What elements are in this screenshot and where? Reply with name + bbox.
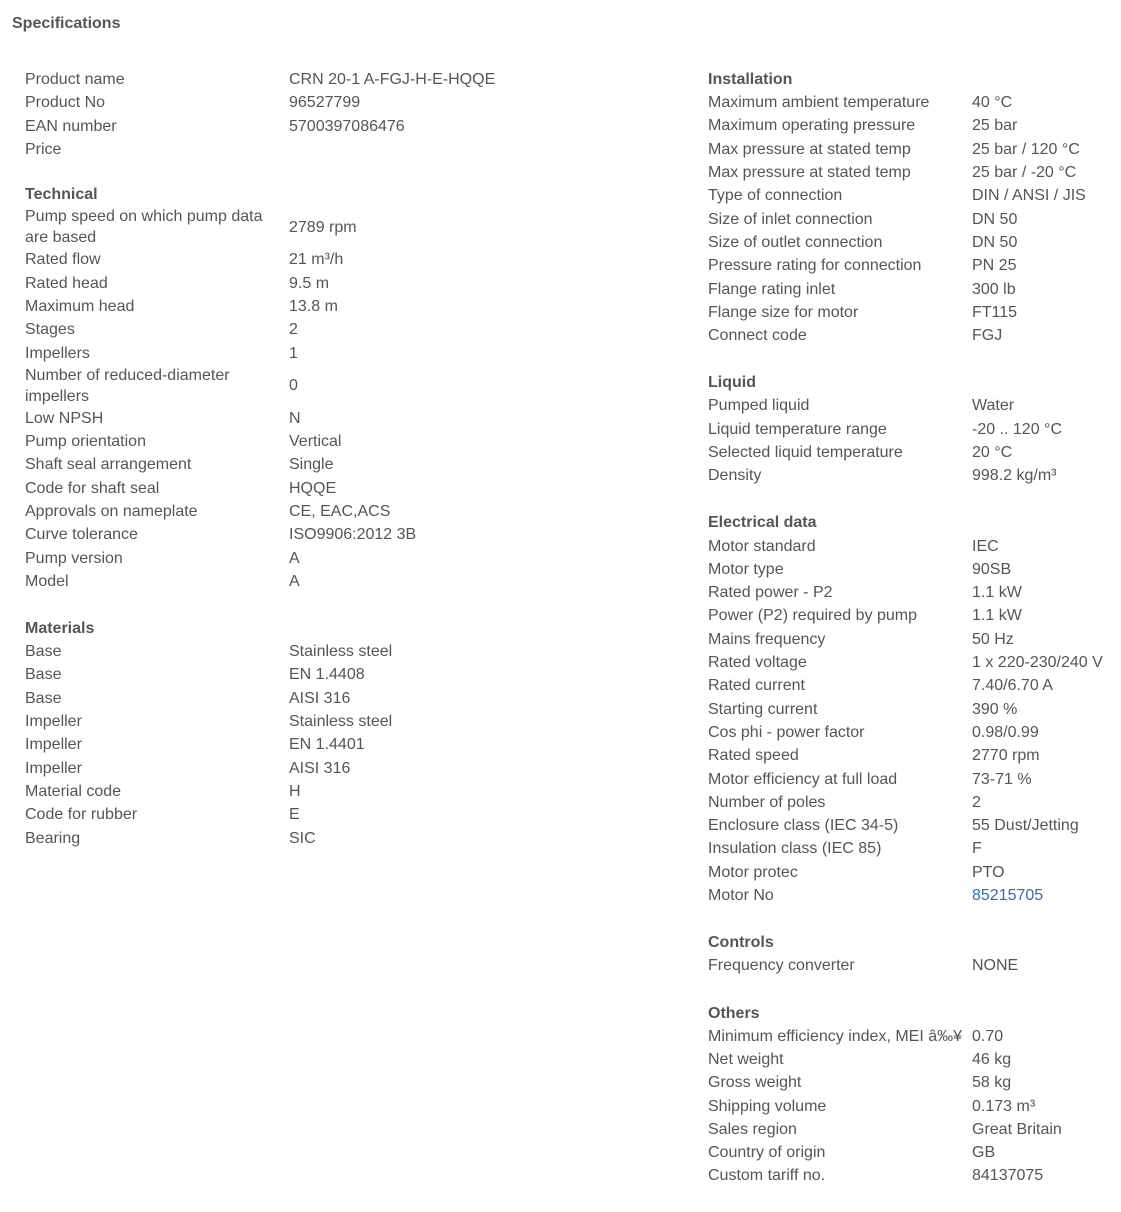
spec-value: E bbox=[289, 806, 300, 824]
spec-row bbox=[708, 674, 1118, 697]
spec-value: 0.173 m³ bbox=[972, 1097, 1036, 1115]
spec-label: Curve tolerance bbox=[25, 526, 138, 544]
spec-label: Motor protec bbox=[708, 863, 798, 881]
spec-row bbox=[25, 710, 585, 733]
spec-label: Shipping volume bbox=[708, 1097, 827, 1115]
page-title: Specifications bbox=[12, 15, 121, 32]
spec-value: 300 lb bbox=[972, 280, 1016, 298]
spec-value bbox=[972, 885, 1118, 906]
spec-value: DN 50 bbox=[972, 233, 1018, 251]
spec-row bbox=[25, 523, 585, 546]
spec-value: DIN / ANSI / JIS bbox=[972, 187, 1086, 205]
spec-value: EN 1.4408 bbox=[289, 666, 365, 684]
spec-row bbox=[25, 318, 585, 341]
spec-label: Rated flow bbox=[25, 251, 101, 269]
spec-row bbox=[708, 254, 1118, 277]
spec-value: 1.1 kW bbox=[972, 607, 1022, 625]
spec-label: Base bbox=[25, 643, 62, 661]
spec-value: PN 25 bbox=[972, 257, 1017, 275]
spec-row bbox=[708, 1141, 1118, 1164]
spec-row bbox=[708, 1048, 1118, 1071]
spec-label: Pump orientation bbox=[25, 433, 146, 451]
spec-label: Motor No bbox=[708, 887, 774, 905]
spec-label: Insulation class (IEC 85) bbox=[708, 840, 882, 858]
spec-label: Rated speed bbox=[708, 747, 799, 765]
spec-row bbox=[25, 430, 585, 453]
spec-label: Pumped liquid bbox=[708, 397, 810, 415]
spec-value: 998.2 kg/m³ bbox=[972, 467, 1057, 485]
spec-value: 40 °C bbox=[972, 94, 1013, 112]
spec-value: HQQE bbox=[289, 479, 337, 497]
spec-value: 84137075 bbox=[972, 1167, 1044, 1185]
spec-row bbox=[708, 791, 1118, 814]
spec-value: SIC bbox=[289, 829, 316, 847]
spec-row bbox=[25, 546, 585, 569]
spec-value: FGJ bbox=[972, 327, 1003, 345]
spec-value: 1.1 kW bbox=[972, 584, 1022, 602]
spec-label: Product No bbox=[25, 94, 106, 112]
spec-row bbox=[708, 721, 1118, 744]
controls-section bbox=[708, 931, 1118, 977]
spec-label: Maximum ambient temperature bbox=[708, 94, 930, 112]
spec-value: 58 kg bbox=[972, 1074, 1012, 1092]
spec-row bbox=[708, 744, 1118, 767]
spec-row bbox=[708, 1071, 1118, 1094]
spec-row bbox=[25, 733, 585, 756]
spec-value: 20 °C bbox=[972, 444, 1013, 461]
spec-value: 46 kg bbox=[972, 1050, 1012, 1068]
spec-row bbox=[708, 301, 1118, 324]
spec-label: Rated voltage bbox=[708, 654, 807, 672]
spec-label: EAN number bbox=[25, 117, 117, 135]
spec-label: Price bbox=[25, 141, 62, 159]
spec-value: 2 bbox=[972, 793, 981, 811]
spec-row bbox=[708, 207, 1118, 230]
spec-value: 0 bbox=[289, 377, 298, 395]
spec-value: 2 bbox=[289, 321, 298, 339]
spec-value: CRN 20-1 A-FGJ-H-E-HQQE bbox=[289, 71, 496, 89]
spec-value: A bbox=[289, 572, 300, 590]
spec-label: Size of inlet connection bbox=[708, 210, 873, 228]
spec-row bbox=[708, 277, 1118, 300]
spec-row bbox=[708, 1094, 1118, 1117]
spec-value: Single bbox=[289, 456, 334, 474]
spec-value: EN 1.4401 bbox=[289, 736, 365, 754]
spec-label: Flange rating inlet bbox=[708, 280, 836, 298]
spec-row bbox=[708, 1025, 1118, 1048]
spec-label: Enclosure class (IEC 34-5) bbox=[708, 817, 899, 835]
spec-label: Gross weight bbox=[708, 1074, 802, 1092]
spec-row bbox=[708, 954, 1118, 977]
installation-section bbox=[708, 68, 1118, 347]
spec-row bbox=[25, 757, 585, 780]
spec-value: 90SB bbox=[972, 560, 1012, 578]
spec-label: Number of reduced-diameter impellers bbox=[25, 366, 230, 405]
spec-row bbox=[708, 861, 1118, 884]
spec-value: 25 bar / 120 °C bbox=[972, 140, 1080, 158]
spec-row bbox=[708, 91, 1118, 114]
spec-value: 55 Dust/Jetting bbox=[972, 817, 1079, 835]
spec-label: Maximum operating pressure bbox=[708, 117, 916, 135]
spec-value: Stainless steel bbox=[289, 713, 393, 731]
spec-label: Mains frequency bbox=[708, 630, 826, 648]
spec-value: Water bbox=[972, 397, 1015, 415]
spec-label: Low NPSH bbox=[25, 409, 104, 427]
spec-row bbox=[708, 231, 1118, 254]
spec-value: 5700397086476 bbox=[289, 117, 405, 135]
spec-label: Net weight bbox=[708, 1050, 784, 1068]
spec-row bbox=[708, 324, 1118, 347]
spec-row bbox=[25, 295, 585, 318]
spec-label: Custom tariff no. bbox=[708, 1167, 826, 1185]
spec-value: AISI 316 bbox=[289, 759, 351, 777]
spec-row bbox=[25, 570, 585, 593]
spec-label: Base bbox=[25, 666, 62, 684]
others-section bbox=[708, 1002, 1118, 1188]
spec-row bbox=[708, 558, 1118, 581]
section-title: Controls bbox=[708, 934, 774, 952]
spec-row bbox=[708, 1164, 1118, 1187]
spec-label: Frequency converter bbox=[708, 957, 855, 975]
spec-row bbox=[25, 115, 585, 138]
left-column bbox=[25, 68, 585, 874]
spec-row bbox=[25, 365, 585, 407]
spec-value: -20 .. 120 °C bbox=[972, 420, 1062, 438]
spec-row bbox=[25, 500, 585, 523]
spec-value: 21 m³/h bbox=[289, 251, 344, 269]
spec-label: Impellers bbox=[25, 344, 90, 362]
spec-label: Pressure rating for connection bbox=[708, 257, 922, 275]
spec-row bbox=[25, 206, 585, 248]
spec-label: Power (P2) required by pump bbox=[708, 607, 917, 625]
right-column bbox=[708, 68, 1118, 1212]
spec-row bbox=[25, 138, 585, 161]
spec-label: Shaft seal arrangement bbox=[25, 456, 192, 474]
spec-label: Connect code bbox=[708, 327, 807, 345]
spec-label: Liquid temperature range bbox=[708, 420, 887, 438]
spec-row bbox=[708, 184, 1118, 207]
spec-value: 25 bar bbox=[972, 117, 1018, 135]
spec-value: ISO9906:2012 3B bbox=[289, 526, 417, 544]
spec-value: 2770 rpm bbox=[972, 747, 1040, 765]
spec-row bbox=[708, 464, 1118, 487]
spec-label: Code for shaft seal bbox=[25, 479, 160, 497]
spec-label: Impeller bbox=[25, 759, 82, 777]
spec-label: Number of poles bbox=[708, 793, 826, 811]
spec-value: 25 bar / -20 °C bbox=[972, 164, 1077, 182]
spec-label: Max pressure at stated temp bbox=[708, 164, 911, 182]
spec-row bbox=[25, 68, 585, 91]
spec-value: 13.8 m bbox=[289, 297, 338, 315]
motor-number-link[interactable]: 85215705 bbox=[972, 887, 1044, 905]
materials-section bbox=[25, 617, 585, 850]
spec-label: Sales region bbox=[708, 1120, 797, 1138]
spec-label: Density bbox=[708, 467, 762, 485]
section-title: Materials bbox=[25, 620, 95, 638]
spec-label: Type of connection bbox=[708, 187, 843, 205]
spec-value: 73-71 % bbox=[972, 770, 1032, 788]
spec-label: Rated head bbox=[25, 274, 108, 292]
spec-row bbox=[708, 114, 1118, 137]
electrical-section bbox=[708, 511, 1118, 907]
general-section bbox=[25, 68, 585, 161]
spec-label: Flange size for motor bbox=[708, 303, 859, 321]
section-title: Electrical data bbox=[708, 514, 817, 532]
spec-label: Minimum efficiency index, MEI â‰¥ bbox=[708, 1027, 963, 1045]
spec-row bbox=[708, 698, 1118, 721]
spec-row bbox=[25, 91, 585, 114]
spec-row bbox=[25, 248, 585, 271]
spec-label: Motor type bbox=[708, 560, 784, 578]
spec-row bbox=[708, 534, 1118, 557]
spec-label: Max pressure at stated temp bbox=[708, 140, 911, 158]
spec-label: Code for rubber bbox=[25, 806, 138, 824]
section-title: Installation bbox=[708, 71, 793, 88]
spec-value: CE, EAC,ACS bbox=[289, 503, 391, 520]
technical-section bbox=[25, 183, 585, 593]
spec-row bbox=[25, 826, 585, 849]
spec-label: Motor standard bbox=[708, 537, 816, 555]
spec-row bbox=[708, 1118, 1118, 1141]
spec-label: Motor efficiency at full load bbox=[708, 770, 898, 788]
spec-label: Material code bbox=[25, 782, 122, 800]
spec-label: Pump speed on which pump data are based bbox=[25, 208, 263, 247]
spec-row bbox=[25, 477, 585, 500]
spec-row bbox=[708, 814, 1118, 837]
spec-row bbox=[708, 651, 1118, 674]
spec-row bbox=[708, 138, 1118, 161]
spec-value: 0.98/0.99 bbox=[972, 723, 1039, 741]
spec-label: Bearing bbox=[25, 829, 81, 847]
spec-value: AISI 316 bbox=[289, 689, 351, 707]
spec-label: Impeller bbox=[25, 736, 82, 754]
spec-value: FT115 bbox=[972, 303, 1018, 321]
spec-row bbox=[708, 837, 1118, 860]
spec-label: Rated current bbox=[708, 677, 805, 695]
spec-value: 1 x 220-230/240 V bbox=[972, 654, 1103, 672]
spec-value: 50 Hz bbox=[972, 630, 1014, 648]
spec-label: Selected liquid temperature bbox=[708, 444, 903, 461]
spec-value: 1 bbox=[289, 344, 298, 362]
spec-label: Product name bbox=[25, 71, 125, 89]
spec-value: DN 50 bbox=[972, 210, 1018, 228]
section-title: Others bbox=[708, 1004, 760, 1022]
spec-label: Maximum head bbox=[25, 297, 135, 315]
spec-value: Great Britain bbox=[972, 1120, 1062, 1138]
spec-value: Vertical bbox=[289, 433, 342, 451]
spec-row bbox=[708, 441, 1118, 464]
spec-label: Size of outlet connection bbox=[708, 233, 883, 251]
spec-label: Country of origin bbox=[708, 1144, 826, 1162]
spec-value: N bbox=[289, 409, 301, 427]
spec-value: PTO bbox=[972, 863, 1005, 881]
section-title: Technical bbox=[25, 186, 98, 204]
spec-label: Approvals on nameplate bbox=[25, 503, 198, 520]
spec-row bbox=[25, 640, 585, 663]
spec-value: A bbox=[289, 549, 300, 567]
spec-value: IEC bbox=[972, 537, 999, 555]
spec-value: H bbox=[289, 782, 301, 800]
spec-value: Stainless steel bbox=[289, 643, 393, 661]
spec-row bbox=[25, 453, 585, 476]
spec-row bbox=[25, 341, 585, 364]
spec-value: NONE bbox=[972, 957, 1019, 975]
spec-label: Pump version bbox=[25, 549, 123, 567]
spec-row bbox=[708, 604, 1118, 627]
liquid-section bbox=[708, 371, 1118, 487]
spec-value: GB bbox=[972, 1144, 996, 1162]
spec-value: 0.70 bbox=[972, 1027, 1004, 1045]
spec-value: 390 % bbox=[972, 700, 1018, 718]
spec-row bbox=[708, 161, 1118, 184]
section-title: Liquid bbox=[708, 374, 756, 392]
spec-label: Model bbox=[25, 572, 69, 590]
spec-label: Starting current bbox=[708, 700, 818, 718]
spec-value: F bbox=[972, 840, 982, 858]
spec-row bbox=[708, 394, 1118, 417]
spec-value: 7.40/6.70 A bbox=[972, 677, 1053, 695]
spec-row bbox=[708, 418, 1118, 441]
spec-row bbox=[708, 628, 1118, 651]
spec-row bbox=[25, 687, 585, 710]
spec-value: 96527799 bbox=[289, 94, 361, 112]
spec-label: Cos phi - power factor bbox=[708, 723, 865, 741]
spec-row bbox=[25, 407, 585, 430]
spec-row bbox=[25, 271, 585, 294]
spec-label: Impeller bbox=[25, 713, 82, 731]
spec-row bbox=[708, 767, 1118, 790]
spec-label: Rated power - P2 bbox=[708, 584, 833, 602]
spec-value: 9.5 m bbox=[289, 274, 330, 292]
spec-row bbox=[25, 663, 585, 686]
spec-label: Stages bbox=[25, 321, 75, 339]
spec-row bbox=[708, 581, 1118, 604]
spec-row bbox=[25, 803, 585, 826]
spec-label: Base bbox=[25, 689, 62, 707]
spec-row bbox=[25, 780, 585, 803]
spec-row bbox=[708, 884, 1118, 907]
spec-value: 2789 rpm bbox=[289, 218, 357, 236]
